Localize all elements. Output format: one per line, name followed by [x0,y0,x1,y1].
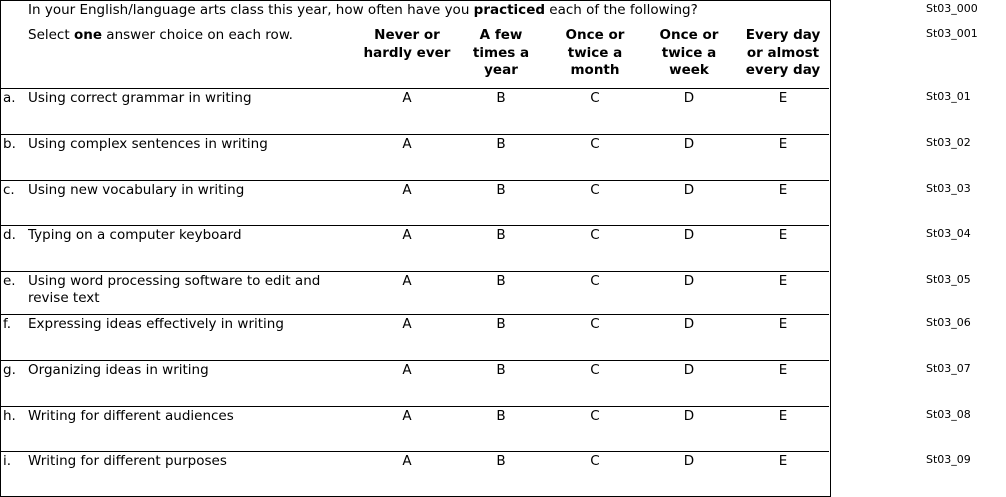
item-letter: a. [3,90,16,106]
item-letter: e. [3,273,16,289]
item-label: Using word processing software to edit and revise text [28,273,321,306]
item-letter: c. [3,182,15,198]
answer-option-c[interactable]: C [590,408,600,424]
answer-option-e[interactable]: E [778,408,788,424]
item-letter: i. [3,453,12,469]
answer-option-b[interactable]: B [496,362,506,378]
column-header-never: Never or hardly ever [363,27,451,61]
item-label: Organizing ideas in writing [28,362,209,378]
item-letter: g. [3,362,16,378]
item-code: St03_05 [926,273,971,286]
item-label: Writing for different purposes [28,453,227,469]
answer-option-c[interactable]: C [590,182,600,198]
item-letter: d. [3,227,16,243]
answer-option-b[interactable]: B [496,453,506,469]
table-row [0,271,829,315]
answer-option-d[interactable]: D [683,227,695,243]
answer-option-a[interactable]: A [402,273,412,289]
answer-option-e[interactable]: E [778,273,788,289]
item-letter: h. [3,408,16,424]
answer-option-d[interactable]: D [683,182,695,198]
item-label: Writing for different audiences [28,408,234,424]
table-row [0,314,829,361]
answer-option-d[interactable]: D [683,453,695,469]
answer-option-e[interactable]: E [778,182,788,198]
answer-option-d[interactable]: D [683,273,695,289]
table-row [0,451,829,497]
answer-option-d[interactable]: D [683,362,695,378]
answer-option-d[interactable]: D [683,408,695,424]
question-stem-emphasis: practiced [473,2,546,18]
instruction-start: Select [28,27,74,43]
answer-option-a[interactable]: A [402,136,412,152]
answer-option-d[interactable]: D [683,136,695,152]
answer-option-b[interactable]: B [496,273,506,289]
question-stem-start: In your English/language arts class this year, how often have you [28,2,474,18]
item-code: St03_06 [926,316,971,329]
answer-option-b[interactable]: B [496,182,506,198]
answer-option-b[interactable]: B [496,316,506,332]
answer-option-c[interactable]: C [590,136,600,152]
answer-option-a[interactable]: A [402,182,412,198]
item-letter: b. [3,136,16,152]
answer-option-e[interactable]: E [778,136,788,152]
instruction-emphasis: one [73,27,102,43]
answer-option-a[interactable]: A [402,227,412,243]
item-code: St03_04 [926,227,971,240]
answer-option-a[interactable]: A [402,453,412,469]
item-label: Expressing ideas effectively in writing [28,316,284,332]
item-code: St03_07 [926,362,971,375]
answer-option-e[interactable]: E [778,227,788,243]
question-stem [28,2,698,18]
header-code: St03_000 [926,2,978,15]
instruction-end: answer choice on each row. [102,27,293,43]
answer-option-e[interactable]: E [778,362,788,378]
question-instruction [28,27,293,43]
item-label: Using new vocabulary in writing [28,182,245,198]
item-label: Using correct grammar in writing [28,90,252,106]
table-row [0,88,829,135]
item-code: St03_01 [926,90,971,103]
table-row [0,406,829,452]
answer-option-d[interactable]: D [683,316,695,332]
table-row [0,225,829,272]
item-label: Typing on a computer keyboard [28,227,242,243]
table-row [0,180,829,226]
item-label: Using complex sentences in writing [28,136,268,152]
item-letter: f. [3,316,12,332]
answer-option-a[interactable]: A [402,408,412,424]
answer-option-c[interactable]: C [590,227,600,243]
answer-option-b[interactable]: B [496,408,506,424]
table-row [0,360,829,407]
item-code: St03_09 [926,453,971,466]
column-header-few-times-year: A few times a year [472,27,530,78]
answer-option-e[interactable]: E [778,90,788,106]
answer-option-c[interactable]: C [590,90,600,106]
column-header-once-twice-week: Once or twice a week [659,27,719,78]
answer-option-c[interactable]: C [590,273,600,289]
column-header-every-day: Every day or almost every day [745,27,821,78]
answer-option-e[interactable]: E [778,316,788,332]
answer-option-a[interactable]: A [402,362,412,378]
answer-option-c[interactable]: C [590,453,600,469]
header-code: St03_001 [926,27,978,40]
item-code: St03_08 [926,408,971,421]
answer-option-e[interactable]: E [778,453,788,469]
item-code: St03_03 [926,182,971,195]
answer-option-b[interactable]: B [496,227,506,243]
answer-option-a[interactable]: A [402,90,412,106]
column-header-once-twice-month: Once or twice a month [565,27,625,78]
answer-option-b[interactable]: B [496,90,506,106]
item-code: St03_02 [926,136,971,149]
answer-option-c[interactable]: C [590,316,600,332]
question-stem-end: each of the following? [545,2,698,18]
answer-option-d[interactable]: D [683,90,695,106]
answer-option-c[interactable]: C [590,362,600,378]
answer-option-a[interactable]: A [402,316,412,332]
table-row [0,134,829,181]
answer-option-b[interactable]: B [496,136,506,152]
